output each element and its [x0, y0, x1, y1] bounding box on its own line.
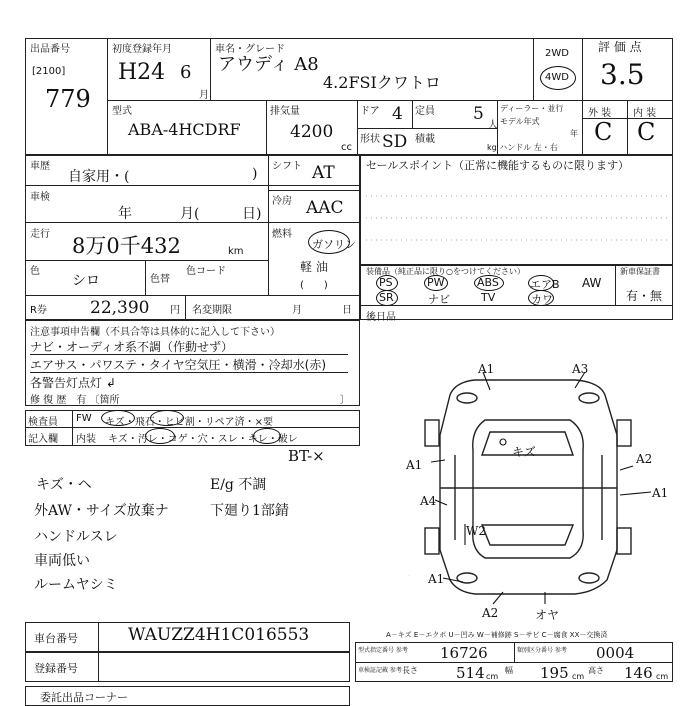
recycle-label: R券: [30, 305, 47, 316]
interior-label: 内 装: [633, 108, 657, 119]
dims-height-label: 高さ: [588, 666, 604, 675]
color-change-label: 色替: [150, 274, 170, 285]
class-label: 類別区分番号 参考: [517, 647, 567, 654]
inspection-day: 日): [242, 206, 262, 222]
hand-bt: BT-×: [288, 447, 325, 465]
score-label: 評 価 点: [598, 40, 642, 54]
displacement-value: 4200: [290, 122, 334, 142]
exterior-label: 外 装: [588, 108, 612, 119]
equip-tv: TV: [481, 291, 496, 304]
equip-sr: SR: [379, 291, 394, 304]
capacity-value: 5: [473, 104, 484, 124]
diagram-mark-a2-bottom: A2: [482, 606, 499, 620]
first-reg-month: 6: [180, 62, 192, 83]
sales-point-dots: [362, 176, 672, 262]
inspection-month: 月(: [180, 206, 200, 222]
inspection-year: 年: [118, 206, 132, 222]
dims-height-unit: cm: [656, 672, 669, 681]
mileage-value: 8万0千432: [72, 234, 181, 258]
dims-label: 車検証記載 参考: [358, 667, 402, 674]
lot-code: [2100]: [32, 66, 66, 77]
notes-line2: エアサス・パワステ・タイヤ空気圧・横滑・冷却水(赤): [30, 358, 327, 372]
equip-aw: AW: [582, 276, 602, 290]
model-label: 車名・グレード: [215, 44, 285, 55]
notes-line3: 各警告灯点灯 ↲: [30, 376, 116, 390]
assessment-value: 16726: [440, 644, 488, 662]
inspector-kizu-circle: [101, 410, 135, 426]
type-value: ABA-4HCDRF: [128, 120, 241, 139]
color-value: シロ: [72, 273, 100, 289]
diagram-mark-a1-top: A1: [478, 362, 495, 376]
registration-label: 登録番号: [34, 662, 78, 675]
chassis-label: 車台番号: [34, 632, 78, 645]
inspection-label: 車検: [30, 192, 50, 203]
diagram-mark-a3: A3: [572, 362, 589, 376]
diagram-mark-oya: オヤ: [535, 608, 560, 622]
hand-line2: 外AW・サイズ放棄ナ: [34, 503, 169, 519]
hand-line4: 車両低い: [34, 553, 90, 569]
entry-label: 記入欄: [28, 434, 58, 445]
fuel-label: 燃料: [272, 229, 292, 240]
interior-grade: C: [637, 118, 656, 146]
entry-items: キズ・汚レ・コゲ・穴・スレ・キレ・破レ: [108, 434, 298, 445]
recycle-value: 22,390: [90, 298, 150, 318]
rear-seat-label: 後日品: [366, 312, 396, 323]
inspector-fw: FW: [76, 413, 92, 424]
hand-line1: キズ・ヘ: [36, 477, 92, 493]
equip-pw: PW: [427, 276, 445, 289]
aircon-label: 冷房: [272, 196, 292, 207]
dims-length-unit: cm: [486, 672, 499, 681]
inspector-tobi-circle: [150, 410, 184, 426]
mileage-label: 走行: [30, 229, 50, 240]
diagram-mark-a1-rear: A1: [428, 572, 445, 586]
capacity-unit: 人: [488, 120, 498, 131]
footer-label: 委託出品コーナー: [40, 691, 128, 704]
model-grade: 4.2FSIクワトロ: [323, 73, 441, 92]
hand-right2: 下廻り1部錆: [210, 503, 289, 519]
class-value: 0004: [596, 644, 635, 662]
warranty-value: 有・無: [626, 289, 663, 303]
dims-width-unit: cm: [572, 672, 585, 681]
recycle-unit: 円: [170, 305, 180, 316]
first-reg-month-unit: 月: [199, 90, 209, 101]
shift-value: AT: [312, 163, 335, 183]
doors-value: 4: [392, 104, 403, 124]
repair-close: 〕: [340, 395, 350, 406]
hand-line3: ハンドルスレ: [34, 529, 118, 545]
mileage-unit: km: [228, 246, 244, 257]
dealer-model-year: モデル年式: [500, 117, 540, 126]
dims-length-label: 長さ: [402, 666, 418, 675]
equipment-label: 装備品（純正品に限り○をつけてください）: [366, 267, 525, 276]
displacement-unit: cc: [341, 142, 352, 153]
capacity-label: 定員: [415, 106, 435, 117]
usage-value: 自家用・(: [68, 169, 130, 185]
aircon-value: AAC: [306, 198, 344, 218]
drive-4wd: 4WD: [545, 72, 569, 83]
dims-width-label: 幅: [505, 666, 513, 675]
title-deadline-month: 月: [292, 305, 302, 316]
equip-navi: ナビ: [428, 293, 450, 306]
inspector-label: 検査員: [28, 417, 58, 428]
lot-number: 779: [45, 85, 91, 113]
repair-history: 修 復 歴 有 〔箇所: [30, 395, 120, 406]
entry-sure-circle: [253, 428, 281, 444]
equip-ps: PS: [379, 276, 393, 289]
sales-point-label: セールスポイント（正常に機能するものに限ります）: [366, 159, 630, 172]
chassis-value: WAUZZ4H1C016553: [128, 625, 310, 645]
entry-interior: 内装: [76, 434, 96, 445]
doors-label: ドア: [360, 106, 380, 117]
hand-line5: ルームヤシミ: [34, 577, 118, 593]
usage-close: ): [252, 166, 258, 182]
color-label: 色: [30, 266, 40, 277]
fuel-light: 軽 油: [300, 260, 328, 274]
diagram-mark-a4: A4: [420, 494, 437, 508]
diagram-mark-a2-right: A2: [636, 452, 653, 466]
fuel-paren: ( ): [300, 280, 328, 291]
equip-abs: ABS: [477, 276, 499, 289]
dims-width: 195: [540, 664, 569, 682]
diagram-mark-w2: W2: [466, 524, 486, 538]
dealer-label: ディーラー・並行: [500, 104, 564, 113]
shape-label: 形状: [360, 134, 380, 145]
diagram-mark-kizu: キズ: [512, 445, 536, 459]
shape-value: SD: [382, 132, 408, 152]
warranty-label: 新車保証書: [620, 267, 660, 276]
notes-label: 注意事項申告欄（不具合等は具体的に記入して下さい）: [30, 327, 280, 338]
dealer-handle: kg ハンドル 左・右: [487, 143, 558, 152]
diagram-mark-a1-left: A1: [406, 458, 423, 472]
dealer-year-unit: 年: [570, 129, 578, 138]
diagram-mark-a1-right: A1: [652, 486, 669, 500]
fuel-gas: ガソリン: [312, 238, 356, 251]
title-deadline-label: 名変期限: [192, 305, 232, 316]
exterior-grade: C: [594, 118, 613, 146]
equip-airbag: エアB: [530, 278, 560, 291]
diagram-mark-a1-rl: A1: [408, 576, 410, 577]
title-deadline-day: 日: [342, 305, 352, 316]
first-reg-year: H24: [118, 60, 166, 85]
inspector-items: キズ・飛石・ヒビ割・リペア済・×要: [105, 417, 273, 428]
legend-text: A－キズ E－エクボ U－凹み W－補修跡 S－サビ C－腐食 XX－交換済: [386, 631, 608, 639]
load-label: 積載: [415, 134, 435, 145]
notes-line1: ナビ・オーディオ系不調（作動せず）: [30, 340, 234, 354]
dims-length: 514: [456, 664, 485, 682]
hand-right1: E/g 不調: [210, 477, 267, 493]
dims-height: 146: [624, 664, 653, 682]
lot-label: 出品番号: [30, 44, 70, 55]
score-value: 3.5: [600, 58, 645, 91]
color-code-label: 色コード: [186, 266, 226, 277]
type-label: 型式: [112, 106, 132, 117]
first-reg-label: 初度登録年月: [112, 44, 172, 55]
drive-2wd: 2WD: [545, 48, 569, 59]
displacement-label: 排気量: [270, 106, 300, 117]
entry-yogore-circle: [145, 428, 175, 444]
shift-label: シフト: [272, 161, 302, 172]
usage-label: 車歴: [30, 161, 50, 172]
equip-leather: カワ: [531, 293, 553, 306]
assessment-label: 型式指定番号 参考: [358, 647, 408, 654]
model-name: アウディ A8: [218, 54, 319, 75]
